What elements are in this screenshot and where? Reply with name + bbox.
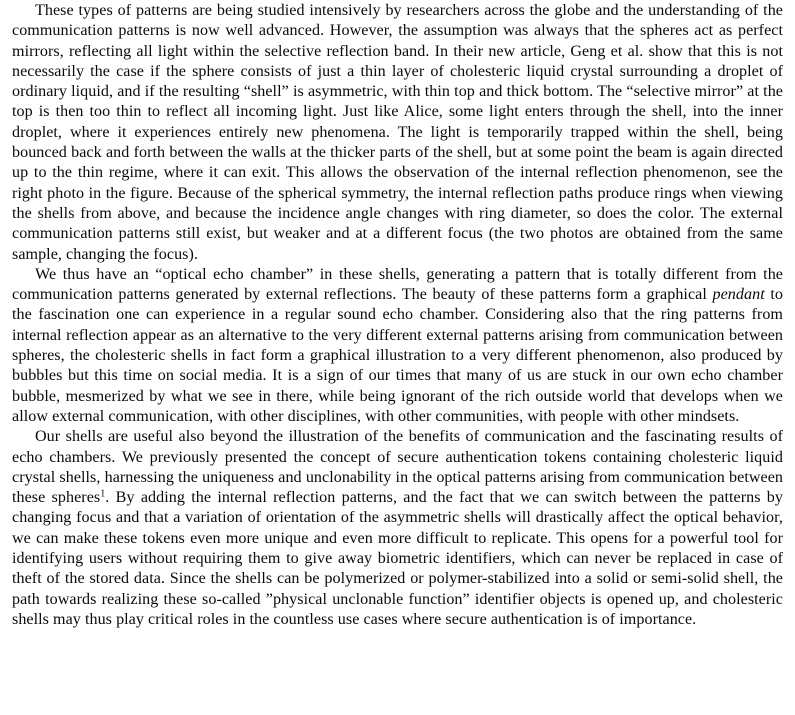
citation-marker: 1: [100, 488, 106, 500]
document-body: [12, 1, 783, 630]
paragraph-3-text-after: . By adding the internal reflection patterns, and the fact that we can switch between the patterns by changing focus and that a variation of orientation of the asymmetric shells will drastically affect the optical behavior, we can make these tokens even more unique and even more difficult to replicate. This opens for a powerful tool for identifying users without requiring them to give away biometric identifiers, which can never be replaced in case of theft of the stored data. Since the shells can be polymerized or polymer-stabilized into a solid or semi-solid shell, the path towards realizing these so-called ”physical unclonable function” identifier objects is opened up, and cholesteric shells may thus play critical roles in the countless use cases where secure authentication is of importance.: [12, 489, 784, 628]
paragraph-1: [12, 1, 783, 265]
paragraph-3-text-before: Our shells are useful also beyond the illustration of the benefits of communication and the fascinating results of echo chambers. We previously presented the concept of secure authentication tokens containing cholesteric liquid crystal shells, harnessing the uniqueness and unclonability in the optical patterns arising from communication between these spheres: [12, 428, 783, 507]
paragraph-3: [12, 427, 783, 630]
paragraph-2-text-before: We thus have an “optical echo chamber” in these shells, generating a pattern that is totally different from the communication patterns generated by external reflections. The beauty of these patterns form a graphical: [12, 265, 783, 304]
paragraph-2-text-after: to the fascination one can experience in a regular sound echo chamber. Considering also that the ring patterns from internal reflection appear as an alternative to the very different external patterns arising from communication between spheres, the cholesteric shells in fact form a graphical illustration to a very different phenomenon, also produced by bubbles but this time on social media. It is a sign of our times that many of us are stuck in our own echo chamber bubble, mesmerized by what we see in there, while being ignorant of the rich outside world that develops when we allow external communication, with other disciplines, with other communities, with people with other mindsets.: [12, 286, 783, 425]
emphasis-pendant: pendant: [712, 286, 765, 304]
paragraph-2: [12, 265, 783, 427]
paragraph-1-text: These types of patterns are being studied intensively by researchers across the globe and the understanding of the communication patterns is now well advanced. However, the assumption was always that the spheres act as perfect mirrors, reflecting all light within the selective reflection band. In their new article, Geng et al. show that this is not necessarily the case if the sphere consists of just a thin layer of cholesteric liquid crystal surrounding a droplet of ordinary liquid, and if the resulting “shell” is asymmetric, with thin top and thick bottom. The “selective mirror” at the top is then too thin to reflect all incoming light. Just like Alice, some light enters through the shell, into the inner droplet, where it experiences entirely new phenomena. The light is temporarily trapped within the shell, being bounced back and forth between the walls at the thicker parts of the shell, but at some point the beam is again directed up to the thin regime, where it can exit. This allows the observation of the internal reflection phenomenon, see the right photo in the figure. Because of the spherical symmetry, the internal reflection paths produce rings when viewing the shells from above, and because the incidence angle changes with ring diameter, so does the color. The external communication patterns still exist, but weaker and at a different focus (the two photos are obtained from the same sample, changing the focus).: [12, 2, 783, 263]
